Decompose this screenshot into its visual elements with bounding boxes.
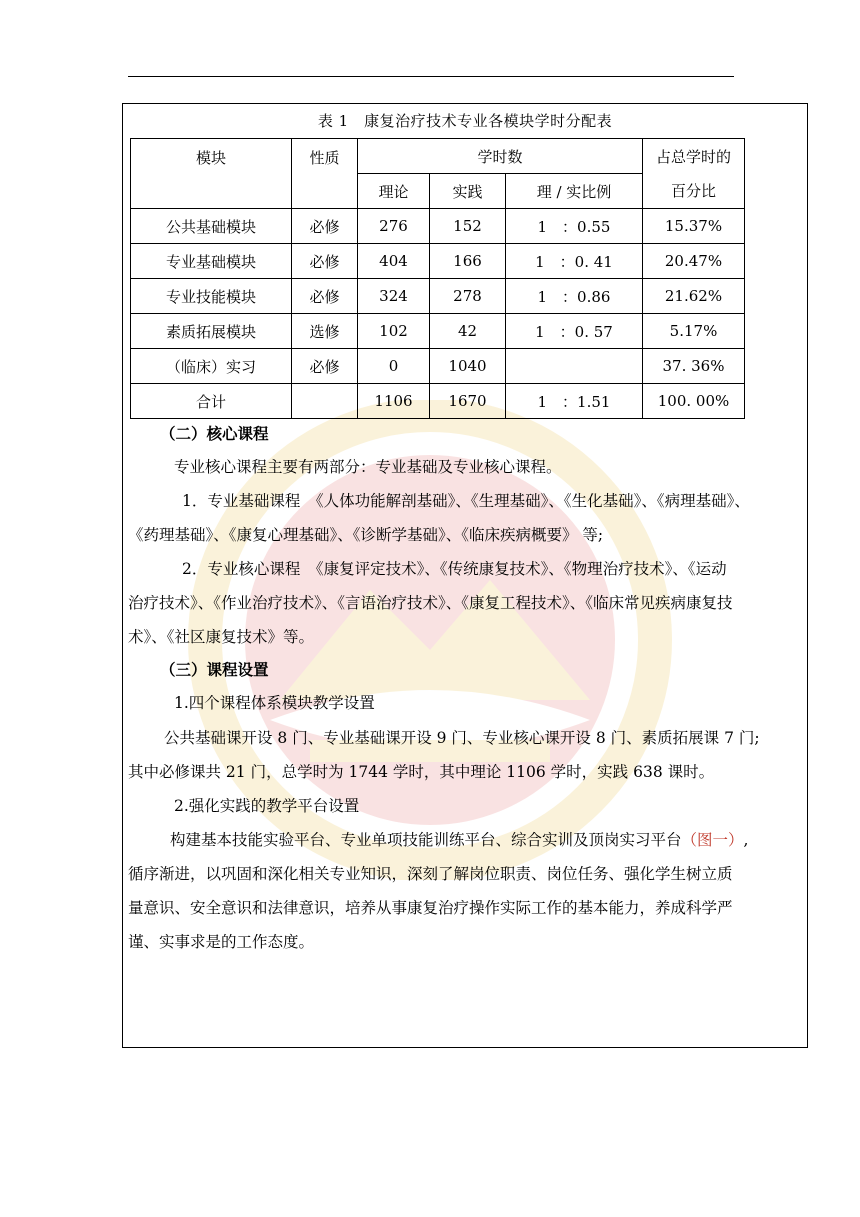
cell-nature [292,384,358,419]
core-item2-line1: 2．专业核心课程 《康复评定技术》、《传统康复技术》、《物理治疗技术》、《运动 [182,560,727,578]
cell-practice: 152 [430,209,506,244]
cell-module: 合计 [131,384,292,419]
setup-item1-line2: 其中必修课共 21 门，总学时为 1744 学时，其中理论 1106 学时，实践 638 课时。 [128,763,715,781]
header-percent-line2: 百分比 [670,181,716,200]
cell-ratio: 1 ：0.55 [506,209,643,244]
setup-item2-line2: 循序渐进，以巩固和深化相关专业知识，深刻了解岗位职责、岗位任务、强化学生树立质 [128,865,733,883]
cell-percent: 37. 36% [643,349,745,384]
core-courses-heading: （二）核心课程 [160,425,269,443]
header-percent [643,139,745,209]
setup-item2-line1-end: , [743,831,749,849]
cell-theory: 276 [358,209,430,244]
cell-ratio [506,349,643,384]
cell-ratio: 1 ：1.51 [506,384,643,419]
cell-theory: 102 [358,314,430,349]
table-total-row [131,384,745,419]
cell-ratio: 1 ：0.86 [506,279,643,314]
cell-percent: 21.62% [643,279,745,314]
setup-item2-title: 2.强化实践的教学平台设置 [174,797,360,815]
cell-nature: 必修 [292,244,358,279]
hours-allocation-table [130,138,745,419]
setup-item1-title: 1.四个课程体系模块教学设置 [174,694,375,712]
cell-practice: 1670 [430,384,506,419]
header-theory: 理论 [358,174,430,209]
cell-ratio: 1 ：0. 57 [506,314,643,349]
cell-theory: 1106 [358,384,430,419]
cell-percent: 100. 00% [643,384,745,419]
cell-module: 公共基础模块 [131,209,292,244]
cell-practice: 166 [430,244,506,279]
header-module: 模块 [131,139,292,209]
cell-module: 专业基础模块 [131,244,292,279]
table-row [131,314,745,349]
table-row [131,279,745,314]
core-item2-line2: 治疗技术》、《作业治疗技术》、《言语治疗技术》、《康复工程技术》、《临床常见疾病康复技 [128,594,733,612]
table-row [131,209,745,244]
cell-module: 专业技能模块 [131,279,292,314]
cell-practice: 278 [430,279,506,314]
core-item1-line1: 1．专业基础课程 《人体功能解剖基础》、《生理基础》、《生化基础》、《病理基础》、 [182,492,750,510]
setup-item2-line3: 量意识、安全意识和法律意识，培养从事康复治疗操作实际工作的基本能力，养成科学严 [128,899,733,917]
cell-module: 素质拓展模块 [131,314,292,349]
course-setup-heading: （三）课程设置 [160,661,269,679]
table-row [131,244,745,279]
cell-theory: 404 [358,244,430,279]
setup-item1-line1: 公共基础课开设 8 门、专业基础课开设 9 门、专业核心课开设 8 门、素质拓展课 7 门; [164,729,760,747]
core-item2-line3: 术》、《社区康复技术》等。 [128,628,315,646]
cell-practice: 1040 [430,349,506,384]
cell-percent: 20.47% [643,244,745,279]
header-percent-line1: 占总学时的 [655,147,731,166]
core-courses-intro: 专业核心课程主要有两部分：专业基础及专业核心课程。 [174,458,562,476]
header-hours: 学时数 [358,139,643,174]
cell-percent: 15.37% [643,209,745,244]
figure-reference: （图一） [681,831,744,849]
header-nature: 性质 [292,139,358,209]
cell-nature: 必修 [292,209,358,244]
setup-item2-line4: 谨、实事求是的工作态度。 [128,933,315,951]
table-header-row [131,139,745,174]
core-item1-line2: 《药理基础》、《康复心理基础》、《诊断学基础》、《临床疾病概要》 等; [128,526,604,544]
page-header-rule [128,76,734,77]
table-caption: 表 1 康复治疗技术专业各模块学时分配表 [317,112,613,130]
cell-nature: 必修 [292,279,358,314]
cell-practice: 42 [430,314,506,349]
header-ratio: 理 / 实比例 [506,174,643,209]
cell-theory: 324 [358,279,430,314]
table-row [131,349,745,384]
cell-ratio: 1 ：0. 41 [506,244,643,279]
cell-percent: 5.17% [643,314,745,349]
cell-module: （临床）实习 [131,349,292,384]
cell-nature: 必修 [292,349,358,384]
header-practice: 实践 [430,174,506,209]
cell-theory: 0 [358,349,430,384]
cell-nature: 选修 [292,314,358,349]
setup-item2-line1-text: 构建基本技能实验平台、专业单项技能训练平台、综合实训及顶岗实习平台 [170,831,682,849]
setup-item2-line1 [170,829,748,851]
